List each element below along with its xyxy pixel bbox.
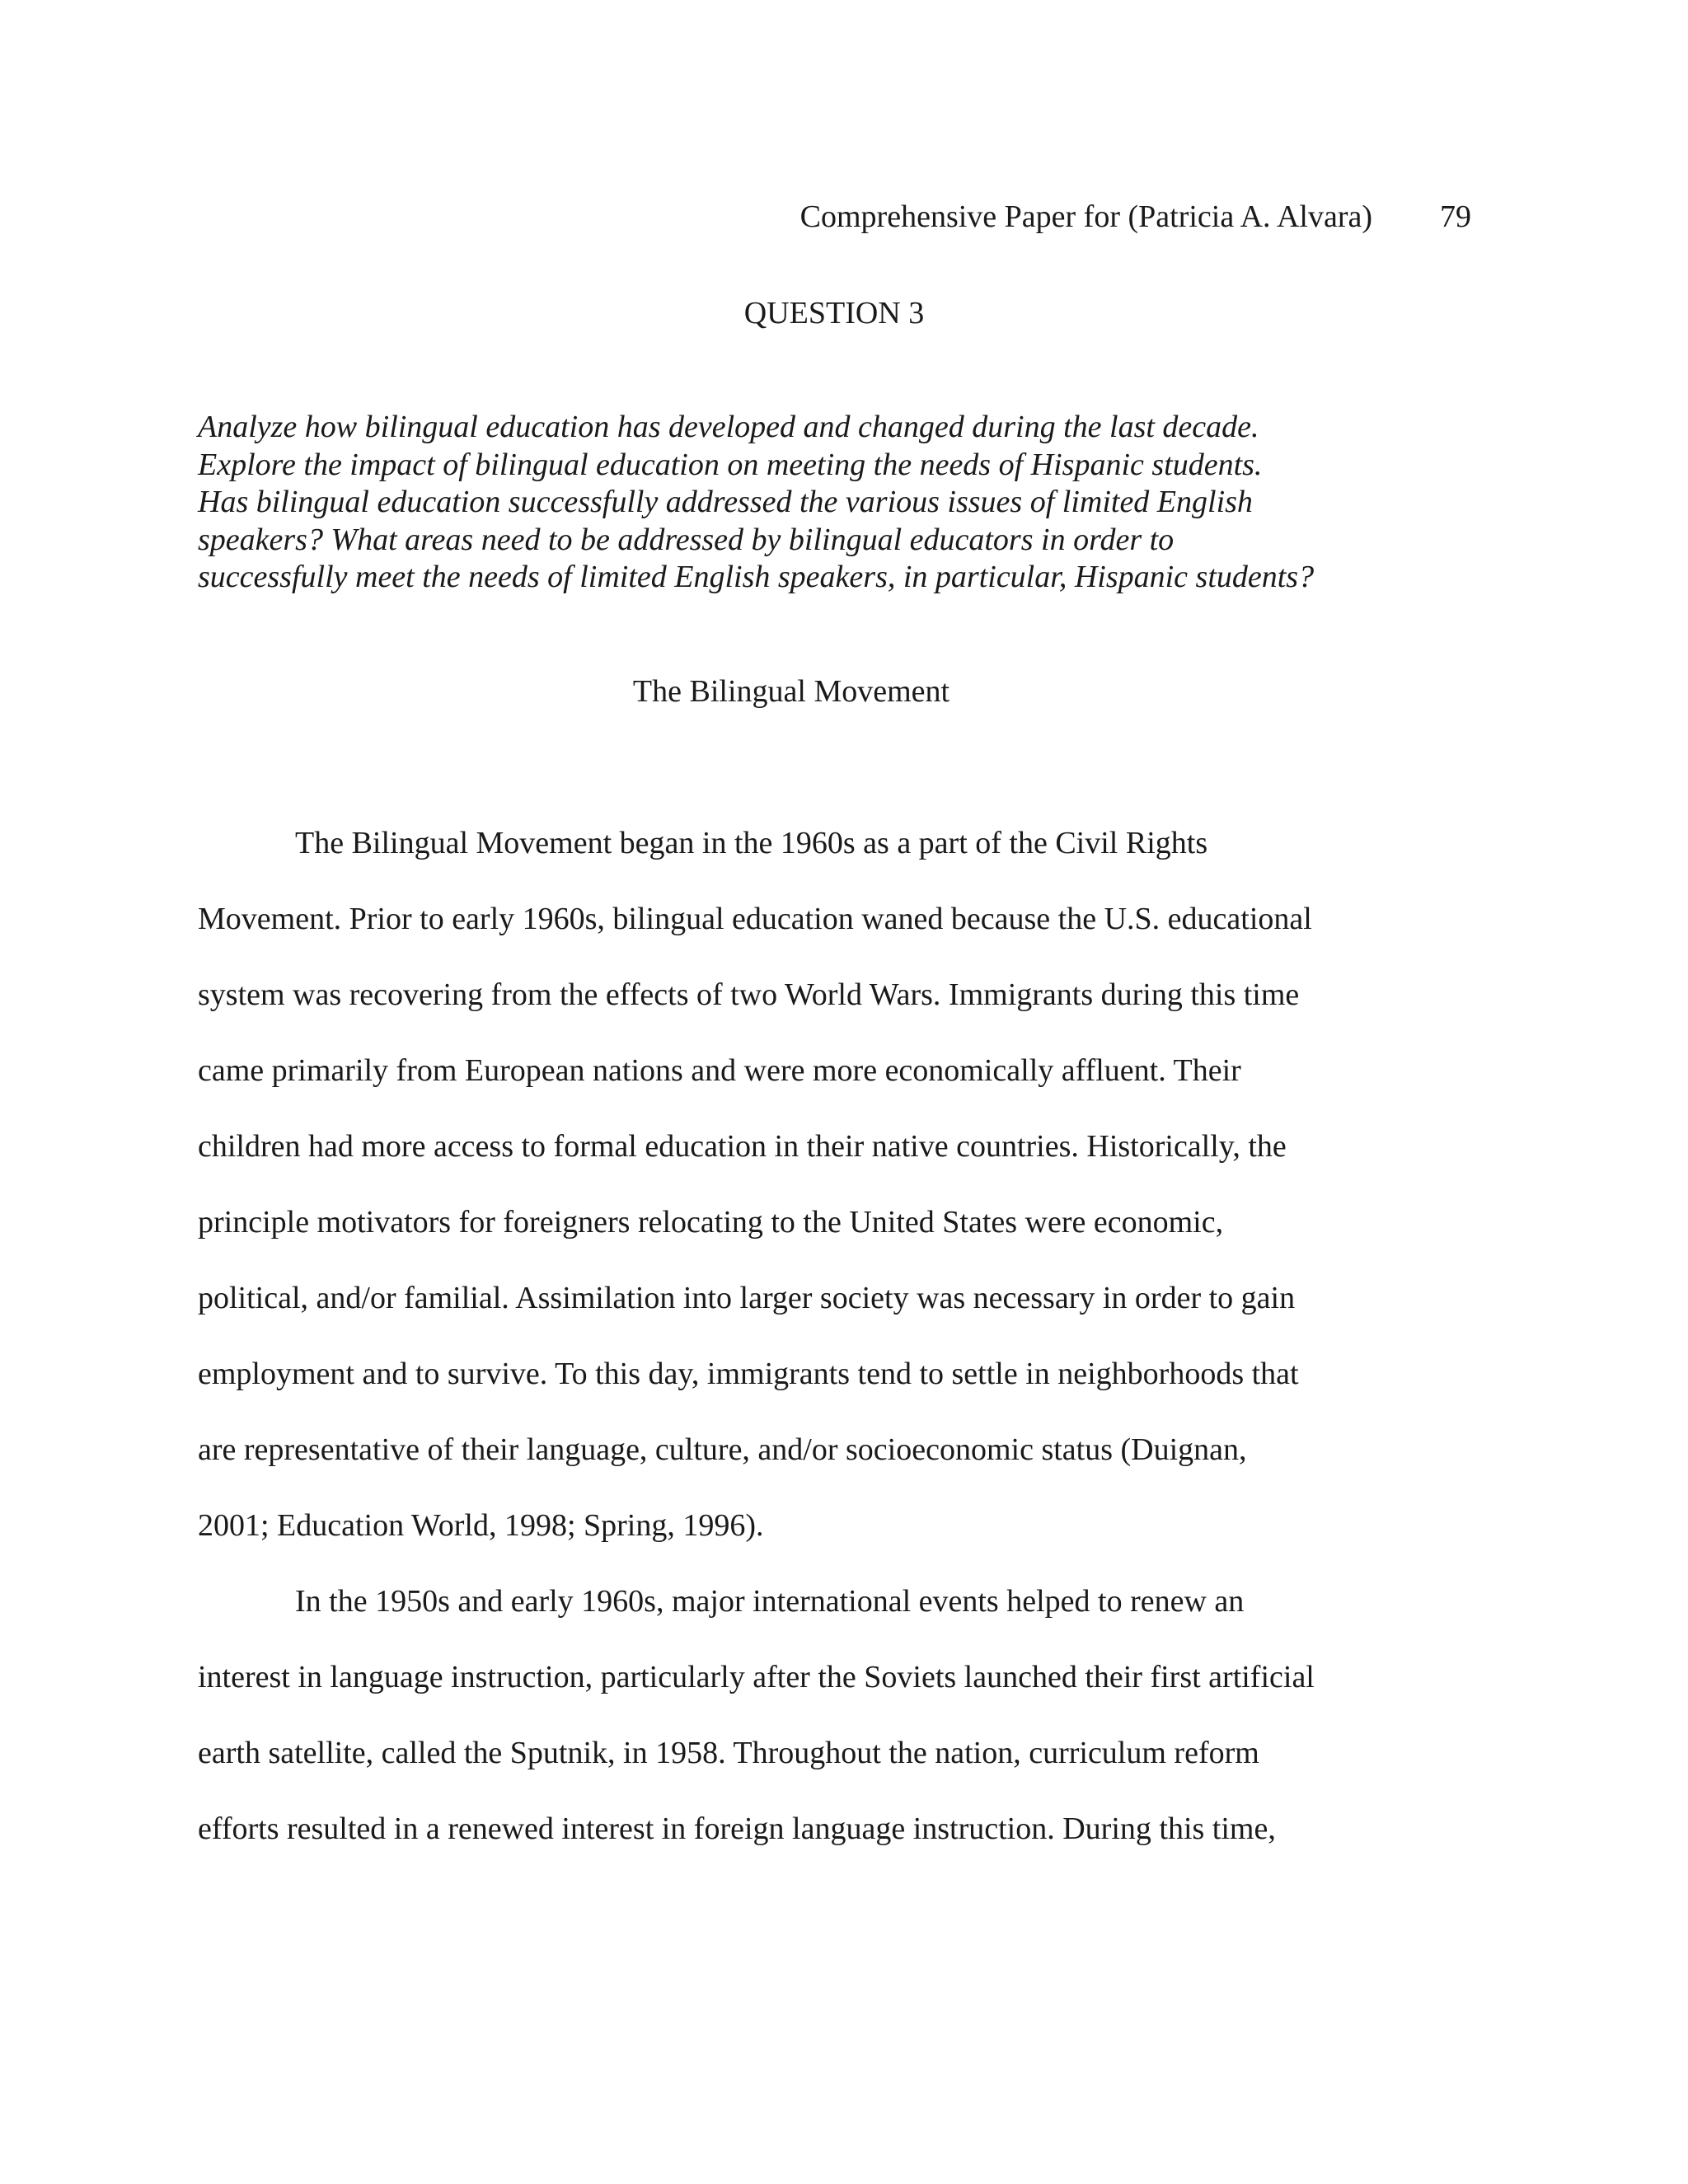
question-prompt bbox=[198, 409, 1451, 597]
prompt-line: Analyze how bilingual education has developed and changed during the last decade. bbox=[198, 410, 1259, 444]
paragraph-line: In the 1950s and early 1960s, major international events helped to renew an bbox=[295, 1584, 1245, 1619]
header-title: Comprehensive Paper for (Patricia A. Alvara) bbox=[799, 199, 1372, 234]
prompt-line: Explore the impact of bilingual education on meeting the needs of Hispanic students. bbox=[198, 447, 1263, 482]
paragraph-line: Movement. Prior to early 1960s, bilingual education waned because the U.S. educational bbox=[198, 902, 1312, 936]
page-number: 79 bbox=[1440, 199, 1471, 234]
paragraph-line: came primarily from European nations and were more economically affluent. Their bbox=[198, 1053, 1241, 1088]
question-label-text: QUESTION 3 bbox=[743, 296, 925, 330]
paragraph-line: system was recovering from the effects of two World Wars. Immigrants during this time bbox=[198, 977, 1300, 1012]
prompt-line: successfully meet the needs of limited English speakers, in particular, Hispanic students? bbox=[198, 560, 1315, 594]
paragraph-line: interest in language instruction, particularly after the Soviets launched their first artificial bbox=[198, 1660, 1315, 1694]
prompt-line: speakers? What areas need to be addressed by bilingual educators in order to bbox=[198, 522, 1175, 557]
paragraph-line: are representative of their language, culture, and/or socioeconomic status (Duignan, bbox=[198, 1432, 1247, 1467]
body-text bbox=[198, 823, 1467, 1884]
paragraph-line: children had more access to formal education in their native countries. Historically, the bbox=[198, 1129, 1287, 1164]
paragraph-line: The Bilingual Movement began in the 1960s as a part of the Civil Rights bbox=[295, 826, 1208, 860]
paragraph-line: 2001; Education World, 1998; Spring, 1996). bbox=[198, 1508, 764, 1543]
paragraph-line: principle motivators for foreigners relocating to the United States were economic, bbox=[198, 1205, 1224, 1240]
running-header bbox=[198, 196, 1471, 237]
prompt-line: Has bilingual education successfully addressed the various issues of limited English bbox=[198, 485, 1253, 519]
paragraph-line: employment and to survive. To this day, immigrants tend to settle in neighborhoods that bbox=[198, 1357, 1299, 1391]
paragraph-line: efforts resulted in a renewed interest in foreign language instruction. During this time, bbox=[198, 1811, 1276, 1846]
section-heading: The Bilingual Movement bbox=[632, 674, 950, 709]
paragraph-line: political, and/or familial. Assimilation into larger society was necessary in order to gain bbox=[198, 1281, 1296, 1315]
paragraph-line: earth satellite, called the Sputnik, in 1958. Throughout the nation, curriculum reform bbox=[198, 1736, 1259, 1770]
question-label bbox=[0, 293, 1688, 334]
